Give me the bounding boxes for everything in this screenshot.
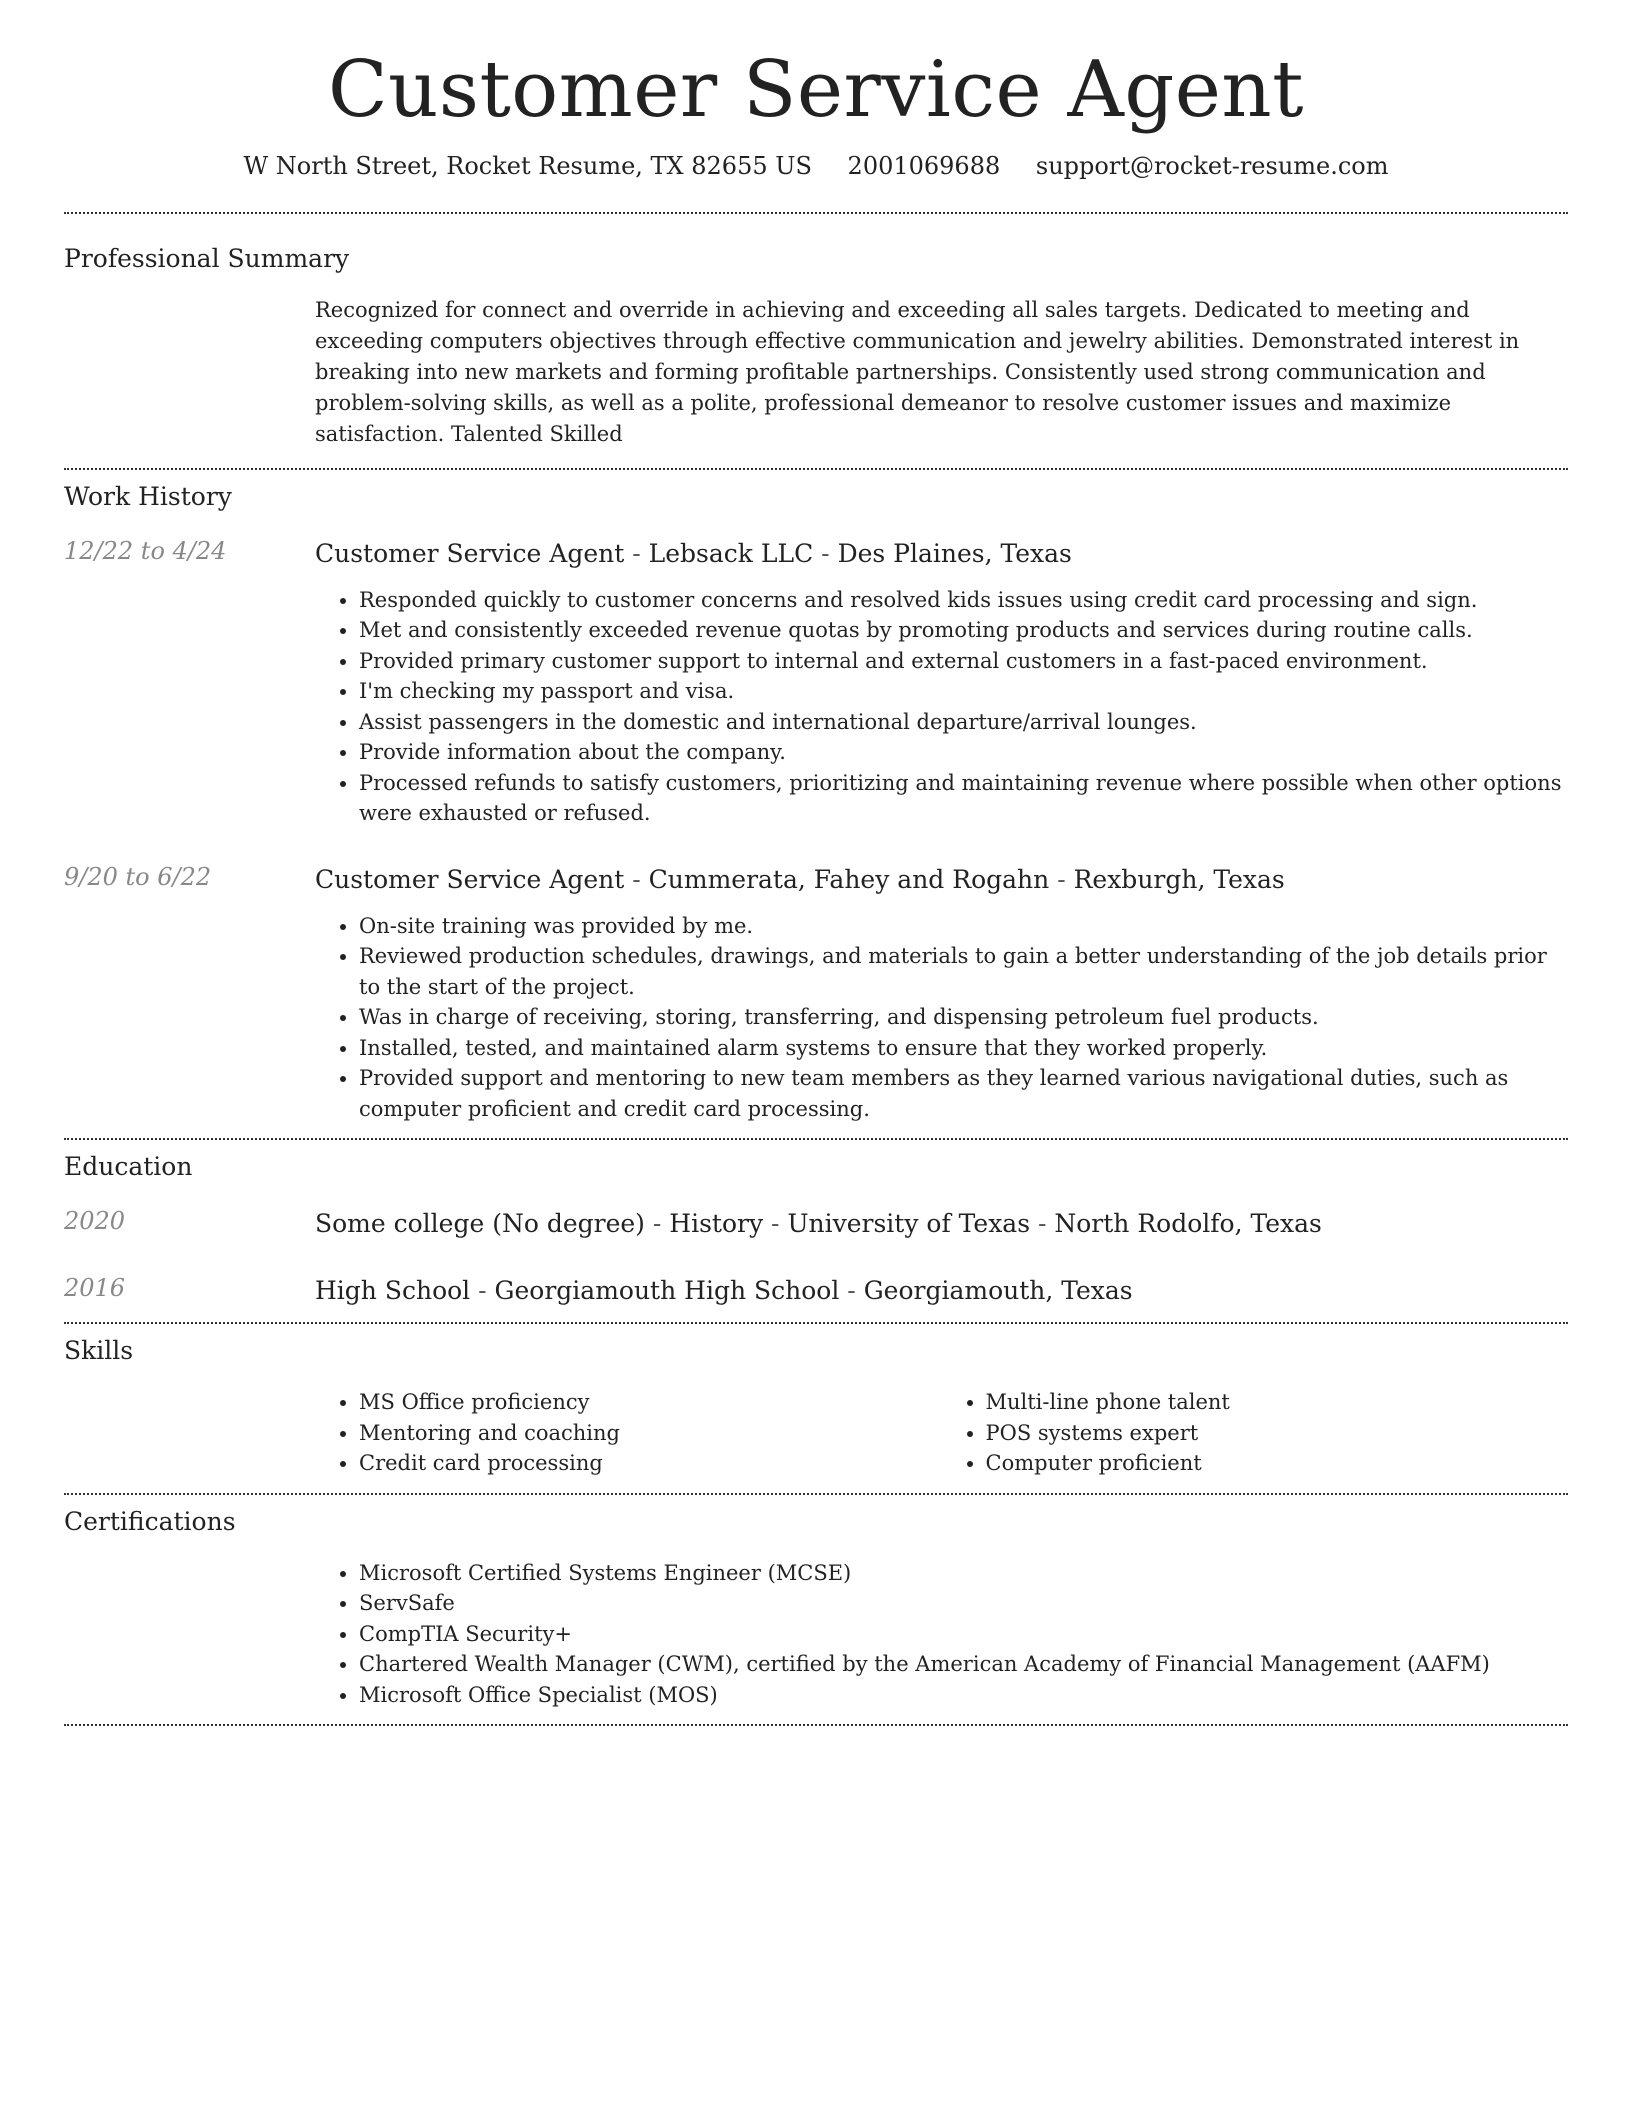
education-details [315,1274,1568,1308]
work-history-heading: Work History [64,481,232,511]
skills-grid [315,1387,1568,1479]
job-company: Lebsack LLC [648,538,814,568]
education-location: Georgiamouth, Texas [863,1276,1133,1306]
education-degree: Some college (No degree) [315,1209,645,1239]
job-dates: 12/22 to 4/24 [64,536,227,565]
job-location: Rexburgh, Texas [1073,864,1285,894]
job-role: Customer Service Agent [315,538,625,568]
education-year: 2020 [64,1207,126,1236]
divider [64,1724,1568,1726]
job-entry [64,863,1568,1125]
job-role: Customer Service Agent [315,864,625,894]
job-bullet: • Provide information about the company. [359,737,1568,768]
skill-item: • Credit card processing [359,1448,942,1479]
skill-item: • Computer proficient [986,1448,1569,1479]
education-year: 2016 [64,1274,126,1303]
job-company: Cummerata, Fahey and Rogahn [648,864,1050,894]
job-bullet: • I'm checking my passport and visa. [359,676,1568,707]
education-school: University of Texas [787,1209,1031,1239]
job-bullet: • Responded quickly to customer concerns and resolved kids issues using credit card processing and sign. [359,585,1568,616]
job-dates: 9/20 to 6/22 [64,862,212,891]
job-details [315,863,1568,1125]
contact-address: W North Street, Rocket Resume, TX 82655 US [243,151,812,180]
contact-phone: 2001069688 [847,151,1001,180]
job-bullet: • On-site training was provided by me. [359,911,1568,942]
education-degree: High School [315,1276,471,1306]
skills-column [942,1387,1569,1479]
job-bullets [315,911,1568,1125]
job-details [315,537,1568,829]
job-bullet: • Provided support and mentoring to new team members as they learned various navigational duties, such as computer proficient and credit card processing. [359,1063,1568,1124]
job-bullet: • Met and consistently exceeded revenue quotas by promoting products and services during routine calls. [359,615,1568,646]
contact-line [64,152,1568,180]
work-history-section [64,470,1568,1139]
resume-header [64,0,1568,180]
summary-heading: Professional Summary [64,243,350,273]
job-bullet: • Reviewed production schedules, drawings, and materials to gain a better understanding of the job details prior to the start of the project. [359,941,1568,1002]
certifications-section [64,1495,1568,1725]
job-entry [64,537,1568,829]
job-bullets [315,585,1568,829]
candidate-name: Customer Service Agent [328,45,1304,135]
certification-item: • ServSafe [359,1588,1568,1619]
education-entry [64,1207,1568,1241]
job-bullet: • Assist passengers in the domestic and international departure/arrival lounges. [359,707,1568,738]
education-details [315,1207,1568,1241]
job-bullet: • Was in charge of receiving, storing, transferring, and dispensing petroleum fuel products. [359,1002,1568,1033]
certification-item: • Microsoft Certified Systems Engineer (MCSE) [359,1558,1568,1589]
summary-row [64,295,1568,450]
job-bullet: • Installed, tested, and maintained alarm systems to ensure that they worked properly. [359,1033,1568,1064]
education-entry [64,1274,1568,1308]
education-heading: Education [64,1152,193,1182]
education-field: History [669,1209,764,1239]
certification-item: • Microsoft Office Specialist (MOS) [359,1680,1568,1711]
skills-section [64,1324,1568,1493]
education-school: Georgiamouth High School [494,1276,840,1306]
skill-item: • Multi-line phone talent [986,1387,1569,1418]
certifications-body [315,1558,1568,1711]
skill-item: • Mentoring and coaching [359,1418,942,1449]
certification-item: • Chartered Wealth Manager (CWM), certified by the American Academy of Financial Management (AAFM) [359,1649,1568,1680]
certifications-row [64,1558,1568,1711]
education-title: Some college (No degree) - History - University of Texas - North Rodolfo, Texas [315,1209,1322,1239]
contact-email: support@rocket-resume.com [1035,151,1389,180]
certifications-heading: Certifications [64,1506,236,1536]
education-location: North Rodolfo, Texas [1054,1209,1322,1239]
job-bullet: • Processed refunds to satisfy customers, prioritizing and maintaining revenue where possible when other options were exhausted or refused. [359,768,1568,829]
education-title: High School - Georgiamouth High School - Georgiamouth, Texas [315,1276,1133,1306]
job-bullet: • Provided primary customer support to internal and external customers in a fast-paced environment. [359,646,1568,677]
skill-item: • POS systems expert [986,1418,1569,1449]
summary-body [315,295,1568,450]
job-title: Customer Service Agent - Lebsack LLC - Des Plaines, Texas [315,538,1072,568]
skills-heading: Skills [64,1336,134,1366]
skill-item: • MS Office proficiency [359,1387,942,1418]
job-title: Customer Service Agent - Cummerata, Fahey and Rogahn - Rexburgh, Texas [315,864,1285,894]
job-location: Des Plaines, Texas [837,538,1072,568]
summary-section [64,214,1568,468]
skills-row [64,1387,1568,1479]
education-section [64,1140,1568,1322]
summary-text: Recognized for connect and override in achieving and exceeding all sales targets. Dedicated to meeting and exceeding computers objectives through effective communication and jewelry abilities. Demonstrated interest in breaking into new markets and forming profitable partnerships. Consistently used strong communication and problem-solving skills, as well as a polite, professional demeanor to resolve customer issues and maximize satisfaction. Talented Skilled [315,297,1520,446]
certifications-list [315,1558,1568,1711]
certification-item: • CompTIA Security+ [359,1619,1568,1650]
skills-column [315,1387,942,1479]
